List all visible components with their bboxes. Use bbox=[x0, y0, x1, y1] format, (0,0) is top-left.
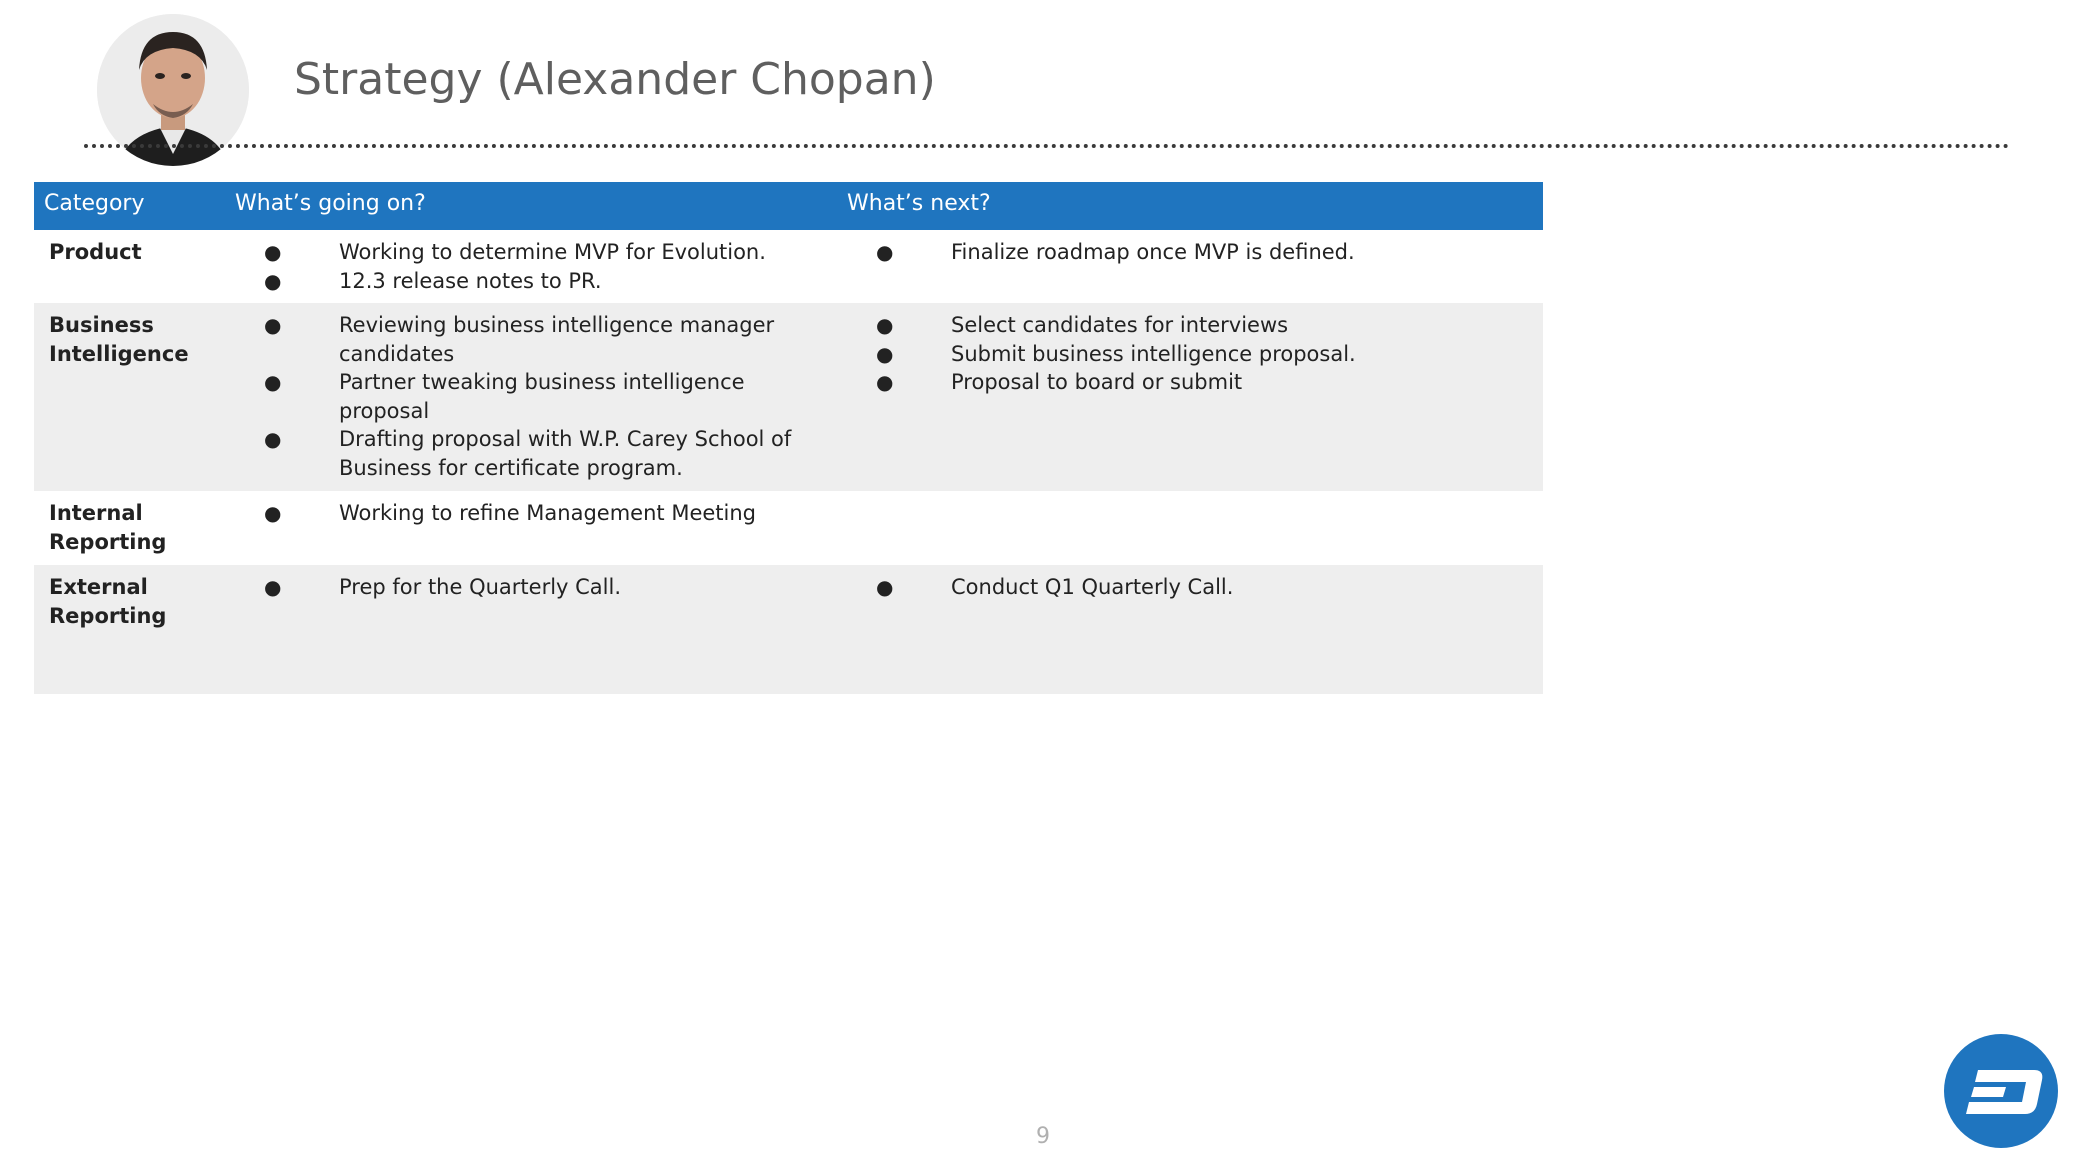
list-item-text: Prep for the Quarterly Call. bbox=[339, 575, 622, 599]
bullet-dot: ● bbox=[264, 501, 282, 525]
table-header bbox=[34, 182, 1543, 230]
list-item bbox=[876, 238, 1496, 267]
header-category: Category bbox=[44, 191, 145, 216]
list-item-text: Drafting proposal with W.P. Carey School of Business for certificate program. bbox=[339, 427, 792, 480]
row-category: Internal Reporting bbox=[49, 501, 167, 554]
list-item bbox=[264, 267, 824, 296]
bullet-dot: ● bbox=[876, 313, 894, 337]
dotted-divider bbox=[84, 144, 2010, 148]
list-item bbox=[264, 499, 824, 528]
page-number: 9 bbox=[1036, 1124, 1050, 1149]
row-category: Product bbox=[49, 240, 142, 264]
next-list bbox=[876, 573, 1496, 602]
row-category: Business Intelligence bbox=[49, 313, 189, 366]
bullet-dot: ● bbox=[876, 341, 894, 366]
table-row bbox=[34, 565, 1543, 694]
next-list bbox=[876, 311, 1496, 397]
list-item bbox=[876, 573, 1496, 602]
going-on-list bbox=[264, 573, 824, 602]
list-item bbox=[264, 368, 824, 425]
list-item bbox=[264, 573, 824, 602]
header-whats-next: What’s next? bbox=[847, 191, 991, 216]
list-item-text: 12.3 release notes to PR. bbox=[339, 268, 602, 293]
bullet-dot: ● bbox=[264, 240, 282, 264]
bullet-dot: ● bbox=[876, 240, 894, 264]
going-on-list bbox=[264, 311, 824, 482]
row-category: External Reporting bbox=[49, 575, 167, 628]
list-item-text: Partner tweaking business intelligence proposal bbox=[339, 370, 745, 423]
list-item-text: Working to determine MVP for Evolution. bbox=[339, 240, 766, 264]
going-on-list bbox=[264, 238, 824, 295]
table-row bbox=[34, 303, 1543, 491]
next-list bbox=[876, 238, 1496, 267]
bullet-dot: ● bbox=[264, 313, 282, 337]
list-item-text: Proposal to board or submit bbox=[951, 370, 1243, 394]
list-item bbox=[264, 425, 824, 482]
list-item-text: Submit business intelligence proposal. bbox=[951, 341, 1356, 366]
list-item-text: Finalize roadmap once MVP is defined. bbox=[951, 240, 1355, 264]
bullet-dot: ● bbox=[264, 370, 282, 394]
table-row bbox=[34, 491, 1543, 565]
list-item bbox=[264, 311, 824, 368]
list-item-text: Select candidates for interviews bbox=[951, 313, 1289, 337]
list-item-text: Reviewing business intelligence manager candidates bbox=[339, 313, 775, 366]
bullet-dot: ● bbox=[876, 370, 894, 394]
bullet-dot: ● bbox=[264, 427, 282, 451]
list-item-text: Working to refine Management Meeting bbox=[339, 501, 756, 525]
bullet-dot: ● bbox=[876, 575, 894, 599]
table-row bbox=[34, 230, 1543, 303]
list-item-text: Conduct Q1 Quarterly Call. bbox=[951, 575, 1234, 599]
list-item bbox=[876, 368, 1496, 397]
list-item bbox=[264, 238, 824, 267]
dash-logo-icon bbox=[1944, 1034, 2058, 1148]
status-table bbox=[34, 182, 1543, 694]
header-whats-going-on: What’s going on? bbox=[235, 191, 426, 216]
bullet-dot: ● bbox=[264, 268, 282, 293]
bullet-dot: ● bbox=[264, 575, 282, 599]
slide-title: Strategy (Alexander Chopan) bbox=[294, 54, 936, 105]
going-on-list bbox=[264, 499, 824, 528]
list-item bbox=[876, 311, 1496, 340]
list-item bbox=[876, 340, 1496, 369]
